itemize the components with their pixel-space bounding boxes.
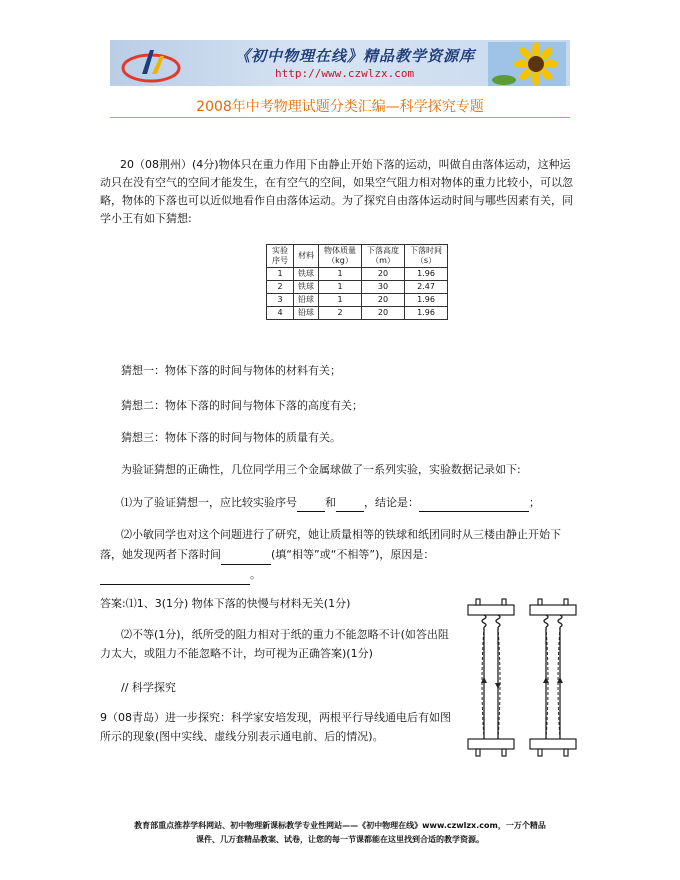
table-cell: 2.47 bbox=[405, 281, 448, 294]
table-cell: 铅球 bbox=[294, 307, 319, 320]
table-cell: 20 bbox=[362, 268, 405, 281]
hypothesis-3: 猜想三：物体下落的时间与物体的质量有关。 bbox=[121, 431, 341, 444]
table-header: 下落高度（m） bbox=[362, 245, 405, 268]
header-banner bbox=[110, 40, 570, 86]
question-2 bbox=[100, 525, 580, 585]
table-cell: 2 bbox=[319, 307, 362, 320]
table-cell: 4 bbox=[267, 307, 294, 320]
question-1-text: ； bbox=[529, 496, 540, 509]
table-header-row bbox=[267, 245, 448, 268]
page-title: 2008年中考物理试题分类汇编—科学探究专题 bbox=[196, 99, 484, 115]
question-1-text: ⑴为了验证猜想一，应比较实验序号 bbox=[121, 496, 297, 509]
table-cell: 3 bbox=[267, 294, 294, 307]
banner-url[interactable]: http://www.czwlzx.com bbox=[275, 67, 415, 80]
table-cell: 铁球 bbox=[294, 268, 319, 281]
title-divider bbox=[110, 117, 570, 118]
footer-line-2: 课件、几万套精品教案、试卷，让您的每一节课都能在这里找到合适的教学资源。 bbox=[196, 835, 484, 844]
answer-1: 答案:⑴1、3(1分) 物体下落的快慢与材料无关(1分) bbox=[100, 597, 351, 610]
hypothesis-1: 猜想一：物体下落的时间与物体的材料有关； bbox=[121, 364, 341, 377]
table-cell: 1.96 bbox=[405, 294, 448, 307]
answer-blank[interactable] bbox=[419, 499, 529, 512]
footer bbox=[80, 819, 600, 847]
table-cell: 20 bbox=[362, 294, 405, 307]
table-row bbox=[267, 307, 448, 320]
table-row bbox=[267, 268, 448, 281]
answer-blank[interactable] bbox=[297, 499, 325, 512]
table-cell: 1 bbox=[319, 294, 362, 307]
table-cell: 铁球 bbox=[294, 281, 319, 294]
question-2-text: (填“相等”或“不相等”)，原因是： bbox=[271, 548, 435, 561]
table-cell: 20 bbox=[362, 307, 405, 320]
table-header: 下落时间（s） bbox=[405, 245, 448, 268]
experiment-intro: 为验证猜想的正确性，几位同学用三个金属球做了一系列实验，实验数据记录如下: bbox=[121, 463, 521, 476]
table-cell: 1.96 bbox=[405, 307, 448, 320]
answer-blank[interactable] bbox=[100, 572, 250, 585]
table-cell: 2 bbox=[267, 281, 294, 294]
question-1-text: ，结论是： bbox=[364, 496, 419, 509]
table-cell: 1 bbox=[267, 268, 294, 281]
question-1-text: 和 bbox=[325, 496, 336, 509]
table-cell: 1 bbox=[319, 281, 362, 294]
section-label: // 科学探究 bbox=[121, 681, 176, 694]
table-cell: 1 bbox=[319, 268, 362, 281]
table-header: 物体质量（kg） bbox=[319, 245, 362, 268]
parallel-wires-figure bbox=[462, 597, 582, 767]
answer-blank[interactable] bbox=[336, 499, 364, 512]
table-cell: 1.96 bbox=[405, 268, 448, 281]
banner-title: 《初中物理在线》精品教学资源库 bbox=[235, 47, 476, 65]
table-cell: 30 bbox=[362, 281, 405, 294]
sunflower-image bbox=[488, 42, 566, 86]
table-header: 材料 bbox=[294, 245, 319, 268]
table-row bbox=[267, 294, 448, 307]
question-1 bbox=[121, 494, 561, 512]
answer-2: ⑵不等(1分)，纸所受的阻力相对于纸的重力不能忽略不计(如答出阻力太大，或阻力不能忽略不计，均可视为正确答案)(1分) bbox=[100, 628, 449, 660]
table-row bbox=[267, 281, 448, 294]
question-2-text: ⑵小敏同学也对这个问题进行了研究，她让质量相等的铁球和纸团同时从三楼由静止开始下落，她发现两者下落时间 bbox=[100, 528, 561, 561]
answer-blank[interactable] bbox=[221, 552, 271, 565]
hypothesis-2: 猜想二：物体下落的时间与物体下落的高度有关； bbox=[121, 399, 363, 412]
question-2-text: 。 bbox=[250, 568, 261, 581]
site-logo bbox=[120, 44, 182, 84]
footer-line-1: 教育部重点推荐学科网站、初中物理新课标教学专业性网站——《初中物理在线》www.czwlzx.com，一万个精品 bbox=[134, 821, 546, 830]
experiment-table bbox=[266, 244, 448, 320]
table-cell: 铅球 bbox=[294, 294, 319, 307]
problem-20-text: 20（08荆州）(4分)物体只在重力作用下由静止开始下落的运动，叫做自由落体运动，这种运动只在没有空气的空间才能发生，在有空气的空间，如果空气阻力相对物体的重力比较小，可以忽略，物体的下落也可以近似地看作自由落体运动。为了探究自由落体运动时间与哪些因素有关，同学小王有如下猜想: bbox=[100, 158, 573, 225]
table-header: 实验序号 bbox=[267, 245, 294, 268]
problem-9-text: 9（08青岛）进一步探究：科学家安培发现，两根平行导线通电后有如图所示的现象(图中实线、虚线分别表示通电前、后的情况)。 bbox=[100, 711, 451, 743]
